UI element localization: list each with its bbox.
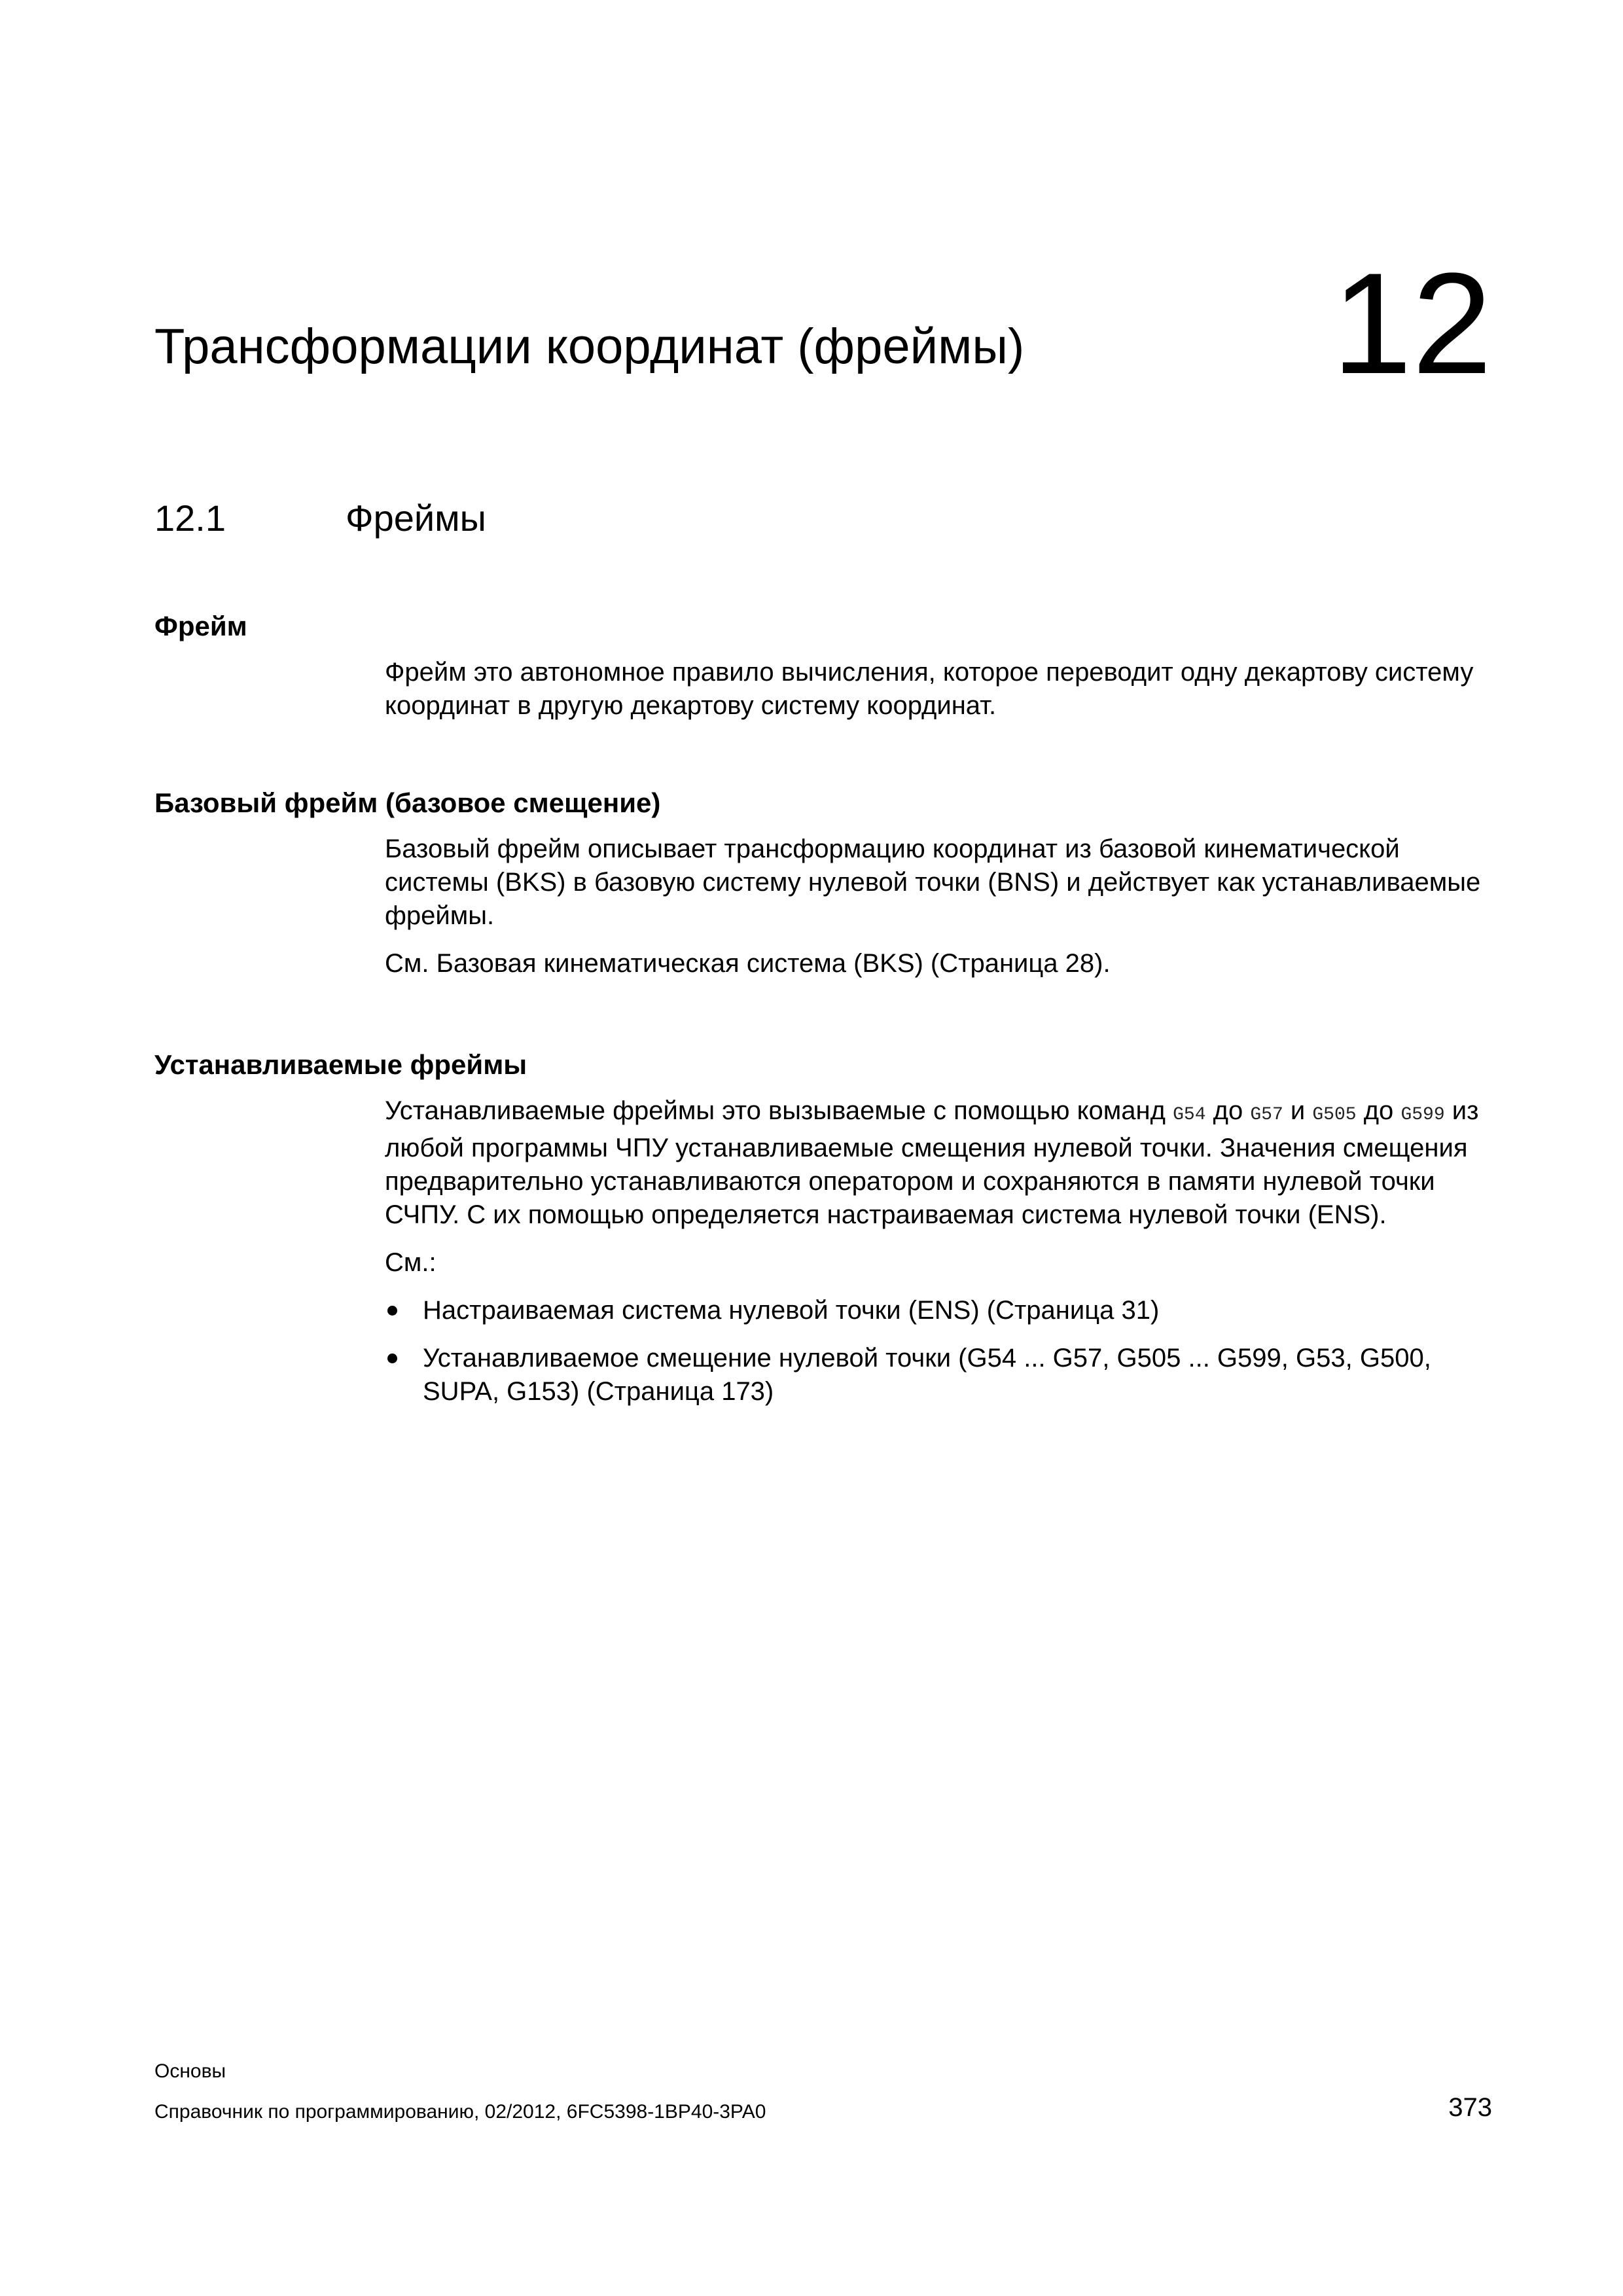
- list-item: [385, 1294, 1484, 1327]
- list-item: [385, 1342, 1484, 1408]
- frame-definition: [385, 656, 1484, 723]
- code-g599: G599: [1400, 1105, 1445, 1125]
- bullet-icon: [387, 1354, 397, 1363]
- base-frame-section: [385, 833, 1484, 980]
- footer-title: Основы: [154, 2060, 226, 2082]
- list-item-text: Настраиваемая система нулевой точки (ENS) (Страница 31): [423, 1296, 1160, 1325]
- word-to-1: до: [1213, 1096, 1243, 1125]
- word-and: и: [1290, 1096, 1306, 1125]
- settable-frames-text-part2: из любой программы ЧПУ устанавливаемые смещения нулевой точки. Значения смещения предварительно устанавливаются оператором и сохраняются в памяти нулевой точки СЧПУ. С их помощью определяется настраиваемая система нулевой точки (ENS).: [385, 1096, 1479, 1229]
- base-frame-text: Базовый фрейм описывает трансформацию координат из базовой кинематической системы (BKS) в базовую систему нулевой точки (BNS) и действует как устанавливаемые фреймы.: [385, 834, 1481, 930]
- code-g57: G57: [1250, 1105, 1283, 1125]
- bullet-icon: [387, 1306, 397, 1316]
- settable-frames-text: [385, 1094, 1484, 1232]
- page-number: 373: [1448, 2093, 1492, 2122]
- word-to-2: до: [1363, 1096, 1394, 1125]
- base-frame-reference: См. Базовая кинематическая система (BKS) (Страница 28).: [385, 949, 1111, 978]
- settable-frames-text-part1: Устанавливаемые фреймы это вызываемые с помощью команд: [385, 1096, 1166, 1125]
- code-g505: G505: [1312, 1105, 1357, 1125]
- list-item-text: Устанавливаемое смещение нулевой точки (G54 ... G57, G505 ... G599, G53, G500, SUPA, G153) (Страница 173): [423, 1344, 1431, 1406]
- settable-frames-section: [385, 1094, 1484, 1408]
- frame-heading: Фрейм: [154, 611, 247, 641]
- section-title: Фреймы: [346, 497, 486, 539]
- frame-definition-text: Фрейм это автономное правило вычисления, которое переводит одну декартову систему координат в другую декартову систему координат.: [385, 658, 1474, 720]
- base-frame-heading: Базовый фрейм (базовое смещение): [154, 787, 661, 818]
- see-label: См.:: [385, 1248, 437, 1277]
- section-number: 12.1: [154, 497, 226, 539]
- chapter-number: 12: [1332, 243, 1492, 404]
- reference-list: [385, 1294, 1484, 1408]
- footer-document-info: Справочник по программированию, 02/2012, 6FC5398-1BP40-3PA0: [154, 2101, 766, 2123]
- code-g54: G54: [1173, 1105, 1206, 1125]
- settable-frames-heading: Устанавливаемые фреймы: [154, 1049, 527, 1080]
- chapter-title: Трансформации координат (фреймы): [154, 319, 1025, 374]
